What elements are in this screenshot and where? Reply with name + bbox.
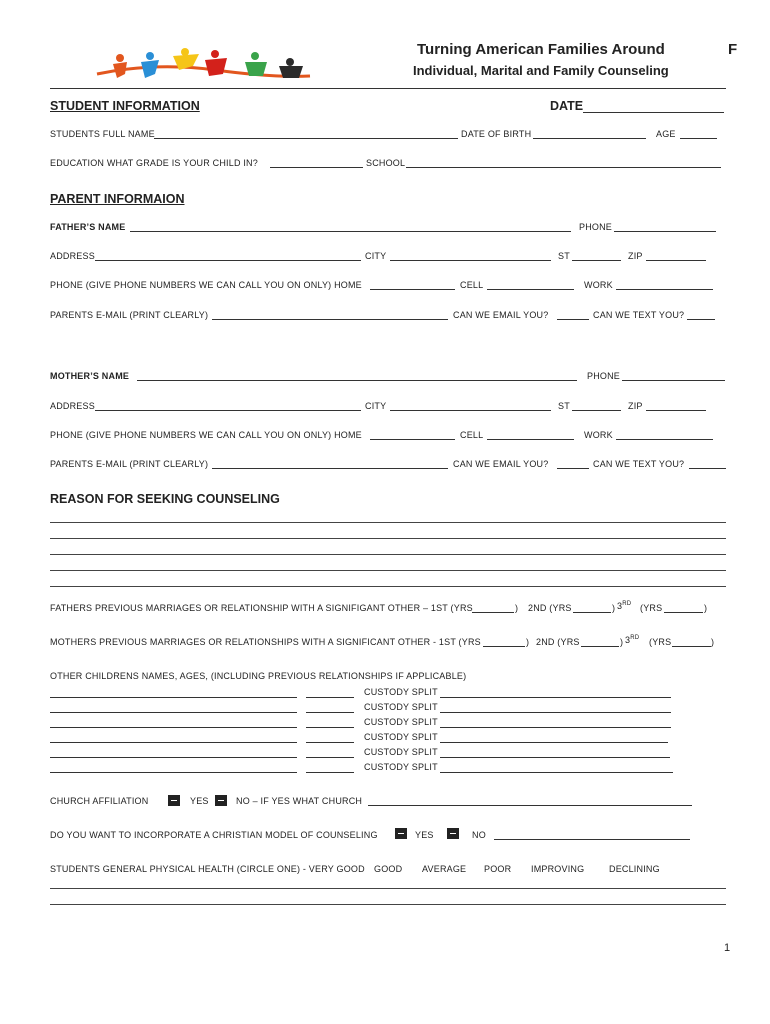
father-address-label: ADDRESS (50, 251, 95, 261)
child-name-field[interactable] (50, 727, 297, 728)
mother-home-phone-field[interactable] (370, 439, 455, 440)
edge-letter: F (728, 41, 738, 58)
grade-field[interactable] (270, 167, 363, 168)
health-notes-line[interactable] (50, 904, 726, 905)
christian-yes-label: YES (415, 830, 434, 840)
christian-no-label: NO (472, 830, 486, 840)
mother-cell-field[interactable] (487, 439, 574, 440)
child-age-field[interactable] (306, 742, 354, 743)
custody-field[interactable] (440, 697, 671, 698)
father-can-text-field[interactable] (687, 319, 715, 320)
mother-can-text-label: CAN WE TEXT YOU? (593, 459, 685, 469)
father-home-phone-label: PHONE (GIVE PHONE NUMBERS WE CAN CALL YOU ON ONLY) HOME (50, 280, 362, 290)
reason-line[interactable] (50, 522, 726, 523)
mother-st-label: ST (558, 401, 570, 411)
mother-can-text-field[interactable] (689, 468, 726, 469)
father-can-email-field[interactable] (557, 319, 589, 320)
mother-zip-label: ZIP (628, 401, 643, 411)
father-zip-field[interactable] (646, 260, 706, 261)
church-name-field[interactable] (368, 805, 692, 806)
dob-label: DATE OF BIRTH (461, 129, 532, 139)
mother-home-phone-label: PHONE (GIVE PHONE NUMBERS WE CAN CALL YOU ON ONLY) HOME (50, 430, 362, 440)
father-email-label: PARENTS E-MAIL (PRINT CLEARLY) (50, 310, 209, 320)
mothers-first-yrs-field[interactable] (483, 646, 525, 647)
reason-line[interactable] (50, 570, 726, 571)
custody-label: CUSTODY SPLIT (364, 732, 438, 742)
father-cell-label: CELL (460, 280, 484, 290)
father-email-field[interactable] (212, 319, 448, 320)
child-age-field[interactable] (306, 727, 354, 728)
mothers-third-label: 3RD (625, 635, 640, 645)
mother-email-label: PARENTS E-MAIL (PRINT CLEARLY) (50, 459, 209, 469)
father-st-label: ST (558, 251, 570, 261)
paren-close: ) (612, 603, 616, 613)
child-age-field[interactable] (306, 757, 354, 758)
father-can-email-label: CAN WE EMAIL YOU? (453, 310, 549, 320)
mother-work-field[interactable] (616, 439, 713, 440)
father-address-field[interactable] (95, 260, 361, 261)
figure-orange (113, 54, 127, 78)
paren-close: ) (515, 603, 519, 613)
health-notes-line[interactable] (50, 888, 726, 889)
fathers-third-yrs-field[interactable] (664, 612, 703, 613)
health-option-improving[interactable]: IMPROVING (531, 864, 585, 874)
header-rule (50, 88, 726, 89)
father-work-label: WORK (584, 280, 613, 290)
father-work-field[interactable] (616, 289, 713, 290)
father-city-label: CITY (365, 251, 387, 261)
fathers-third-label: 3RD (617, 601, 632, 611)
reason-heading: REASON FOR SEEKING COUNSELING (50, 492, 280, 506)
mother-zip-field[interactable] (646, 410, 706, 411)
child-name-field[interactable] (50, 742, 297, 743)
father-home-phone-field[interactable] (370, 289, 455, 290)
custody-label: CUSTODY SPLIT (364, 747, 438, 757)
fathers-first-yrs-field[interactable] (472, 612, 514, 613)
school-field[interactable] (406, 167, 721, 168)
student-name-field[interactable] (154, 138, 458, 139)
paren-close: ) (620, 637, 624, 647)
mother-name-label: MOTHER’S NAME (50, 371, 130, 381)
date-label: DATE (550, 99, 584, 113)
child-age-field[interactable] (306, 712, 354, 713)
company-logo (95, 44, 315, 84)
mother-city-field[interactable] (390, 410, 551, 411)
mother-cell-label: CELL (460, 430, 484, 440)
child-name-field[interactable] (50, 712, 297, 713)
child-name-field[interactable] (50, 697, 297, 698)
paren-close: ) (704, 603, 708, 613)
father-st-field[interactable] (572, 260, 621, 261)
christian-no-checkbox[interactable] (447, 828, 459, 839)
paren-close: ) (711, 637, 715, 647)
father-name-label: FATHER’S NAME (50, 222, 126, 232)
mothers-second-yrs-field[interactable] (581, 646, 619, 647)
age-label: AGE (656, 129, 676, 139)
page-number: 1 (724, 942, 731, 954)
custody-field[interactable] (440, 742, 668, 743)
health-option-declining[interactable]: DECLINING (609, 864, 660, 874)
fathers-marriages-label: FATHERS PREVIOUS MARRIAGES OR RELATIONSHIP WITH A SIGNIFIGANT OTHER – 1ST (YRS (50, 603, 473, 613)
parent-info-heading: PARENT INFORMAION (50, 192, 185, 206)
custody-field[interactable] (440, 727, 671, 728)
father-can-text-label: CAN WE TEXT YOU? (593, 310, 685, 320)
church-no-label: NO – IF YES WHAT CHURCH (236, 796, 363, 806)
figure-blue (141, 52, 159, 78)
father-name-field[interactable] (130, 231, 571, 232)
child-name-field[interactable] (50, 772, 297, 773)
page-subtitle: Individual, Marital and Family Counseling (413, 63, 669, 78)
mother-city-label: CITY (365, 401, 387, 411)
father-phone-field[interactable] (614, 231, 716, 232)
custody-field[interactable] (440, 757, 670, 758)
fathers-third-yrs-label: (YRS (640, 603, 663, 613)
mother-phone-field[interactable] (622, 380, 725, 381)
reason-line[interactable] (50, 538, 726, 539)
child-age-field[interactable] (306, 772, 354, 773)
student-name-label: STUDENTS FULL NAME (50, 129, 155, 139)
figure-dark (279, 58, 303, 78)
mother-work-label: WORK (584, 430, 613, 440)
health-label: STUDENTS GENERAL PHYSICAL HEALTH (CIRCLE ONE) - VERY GOOD (50, 864, 365, 874)
custody-label: CUSTODY SPLIT (364, 717, 438, 727)
school-label: SCHOOL (366, 158, 406, 168)
custody-field[interactable] (440, 772, 673, 773)
mother-email-field[interactable] (212, 468, 448, 469)
child-name-field[interactable] (50, 757, 297, 758)
mothers-third-yrs-label: (YRS (649, 637, 672, 647)
children-label: OTHER CHILDRENS NAMES, AGES, (INCLUDING PREVIOUS RELATIONSHIPS IF APPLICABLE) (50, 671, 467, 681)
church-label: CHURCH AFFILIATION (50, 796, 149, 806)
grade-label: EDUCATION WHAT GRADE IS YOUR CHILD IN? (50, 158, 258, 168)
mother-name-field[interactable] (137, 380, 577, 381)
custody-field[interactable] (440, 712, 671, 713)
mother-st-field[interactable] (572, 410, 621, 411)
fathers-second-label: 2ND (YRS (528, 603, 572, 613)
age-field[interactable] (680, 138, 717, 139)
father-cell-field[interactable] (487, 289, 574, 290)
health-option-average[interactable]: AVERAGE (422, 864, 467, 874)
custody-label: CUSTODY SPLIT (364, 687, 438, 697)
mother-address-label: ADDRESS (50, 401, 95, 411)
christian-yes-checkbox[interactable] (395, 828, 407, 839)
father-city-field[interactable] (390, 260, 551, 261)
mother-phone-label: PHONE (587, 371, 621, 381)
page-title: Turning American Families Around (417, 41, 665, 58)
custody-label: CUSTODY SPLIT (364, 702, 438, 712)
fathers-second-yrs-field[interactable] (573, 612, 611, 613)
dob-field[interactable] (533, 138, 646, 139)
mothers-second-label: 2ND (YRS (536, 637, 580, 647)
child-age-field[interactable] (306, 697, 354, 698)
paren-close: ) (526, 637, 530, 647)
mothers-third-yrs-field[interactable] (672, 646, 711, 647)
date-field[interactable] (583, 112, 724, 113)
christian-model-label: DO YOU WANT TO INCORPORATE A CHRISTIAN MODEL OF COUNSELING (50, 830, 378, 840)
mother-can-email-field[interactable] (557, 468, 589, 469)
church-no-checkbox[interactable] (215, 795, 227, 806)
church-yes-checkbox[interactable] (168, 795, 180, 806)
mother-can-email-label: CAN WE EMAIL YOU? (453, 459, 549, 469)
figure-green (245, 52, 267, 76)
church-yes-label: YES (190, 796, 209, 806)
father-phone-label: PHONE (579, 222, 613, 232)
christian-notes-field[interactable] (494, 839, 690, 840)
health-option-poor[interactable]: POOR (484, 864, 512, 874)
custody-label: CUSTODY SPLIT (364, 762, 438, 772)
student-info-heading: STUDENT INFORMATION (50, 99, 200, 113)
reason-line[interactable] (50, 554, 726, 555)
mother-address-field[interactable] (95, 410, 361, 411)
health-option-good[interactable]: GOOD (374, 864, 403, 874)
father-zip-label: ZIP (628, 251, 643, 261)
mothers-marriages-label: MOTHERS PREVIOUS MARRIAGES OR RELATIONSHIPS WITH A SIGNIFICANT OTHER - 1ST (YRS (50, 637, 481, 647)
reason-line[interactable] (50, 586, 726, 587)
